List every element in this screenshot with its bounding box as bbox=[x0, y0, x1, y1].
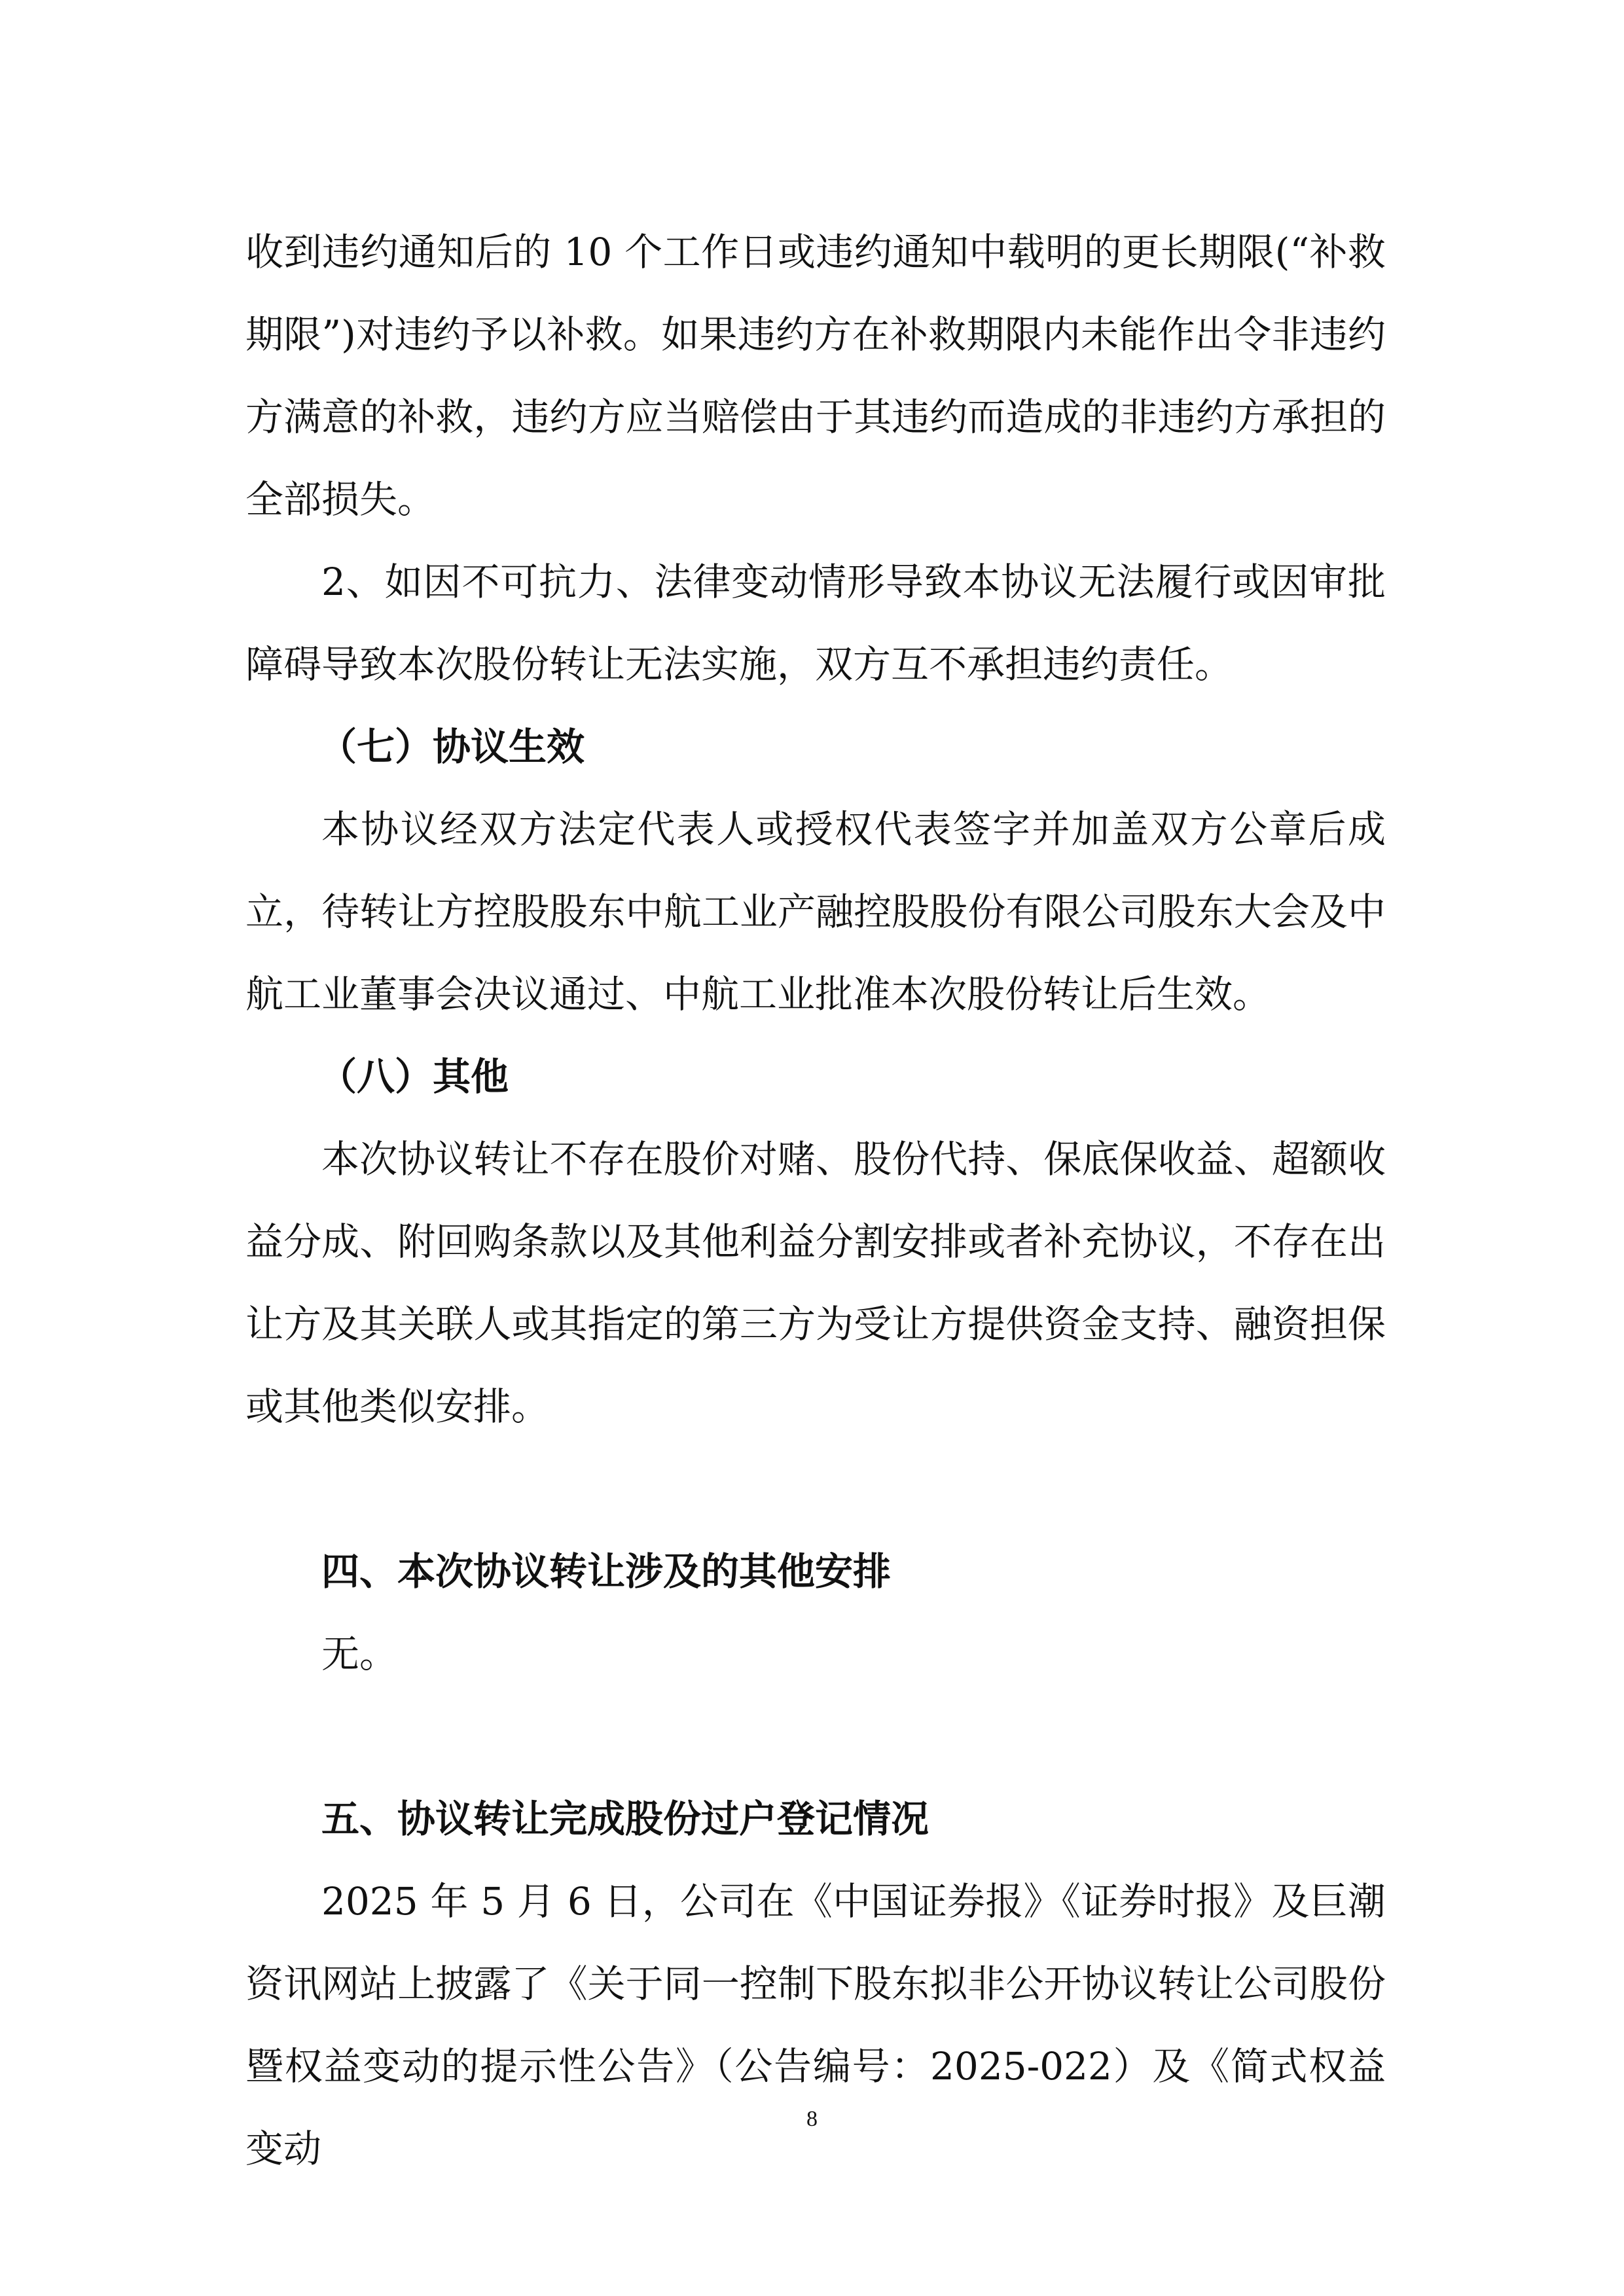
page-number: 8 bbox=[806, 2107, 818, 2131]
heading-other-arrangements: 四、本次协议转让涉及的其他安排 bbox=[321, 1549, 892, 1594]
heading-transfer-registration: 五、协议转让完成股份过户登记情况 bbox=[321, 1797, 929, 1841]
paragraph-none: 无。 bbox=[321, 1632, 398, 1676]
document-body bbox=[245, 211, 1386, 2190]
paragraph-transfer-registration: 2025 年 5 月 6 日，公司在《中国证券报》《证券时报》及巨潮资讯网站上披露了《关于同一控制下股东拟非公开协议转让公司股份暨权益变动的提示性公告》（公告编号：2025-022）及《简式权益变动 bbox=[245, 1879, 1386, 2171]
paragraph-remedy-period: 收到违约通知后的 10 个工作日或违约通知中载明的更长期限(“补救期限”)对违约予以补救。如果违约方在补救期限内未能作出令非违约方满意的补救，违约方应当赔偿由于其违约而造成的非违约方承担的全部损失。 bbox=[245, 230, 1386, 522]
section-spacer bbox=[245, 1695, 1386, 1778]
heading-agreement-effectiveness: （七）协议生效 bbox=[319, 725, 585, 769]
paragraph-other: 本次协议转让不存在股价对赌、股份代持、保底保收益、超额收益分成、附回购条款以及其他利益分割安排或者补充协议，不存在出让方及其关联人或其指定的第三方为受让方提供资金支持、融资担保或其他类似安排。 bbox=[245, 1137, 1386, 1429]
section-spacer bbox=[245, 1448, 1386, 1530]
paragraph-agreement-effectiveness: 本协议经双方法定代表人或授权代表签字并加盖双方公章后成立，待转让方控股股东中航工业产融控股股份有限公司股东大会及中航工业董事会决议通过、中航工业批准本次股份转让后生效。 bbox=[245, 807, 1386, 1016]
paragraph-force-majeure: 2、如因不可抗力、法律变动情形导致本协议无法履行或因审批障碍导致本次股份转让无法实施，双方互不承担违约责任。 bbox=[245, 560, 1386, 687]
heading-other: （八）其他 bbox=[319, 1054, 509, 1099]
